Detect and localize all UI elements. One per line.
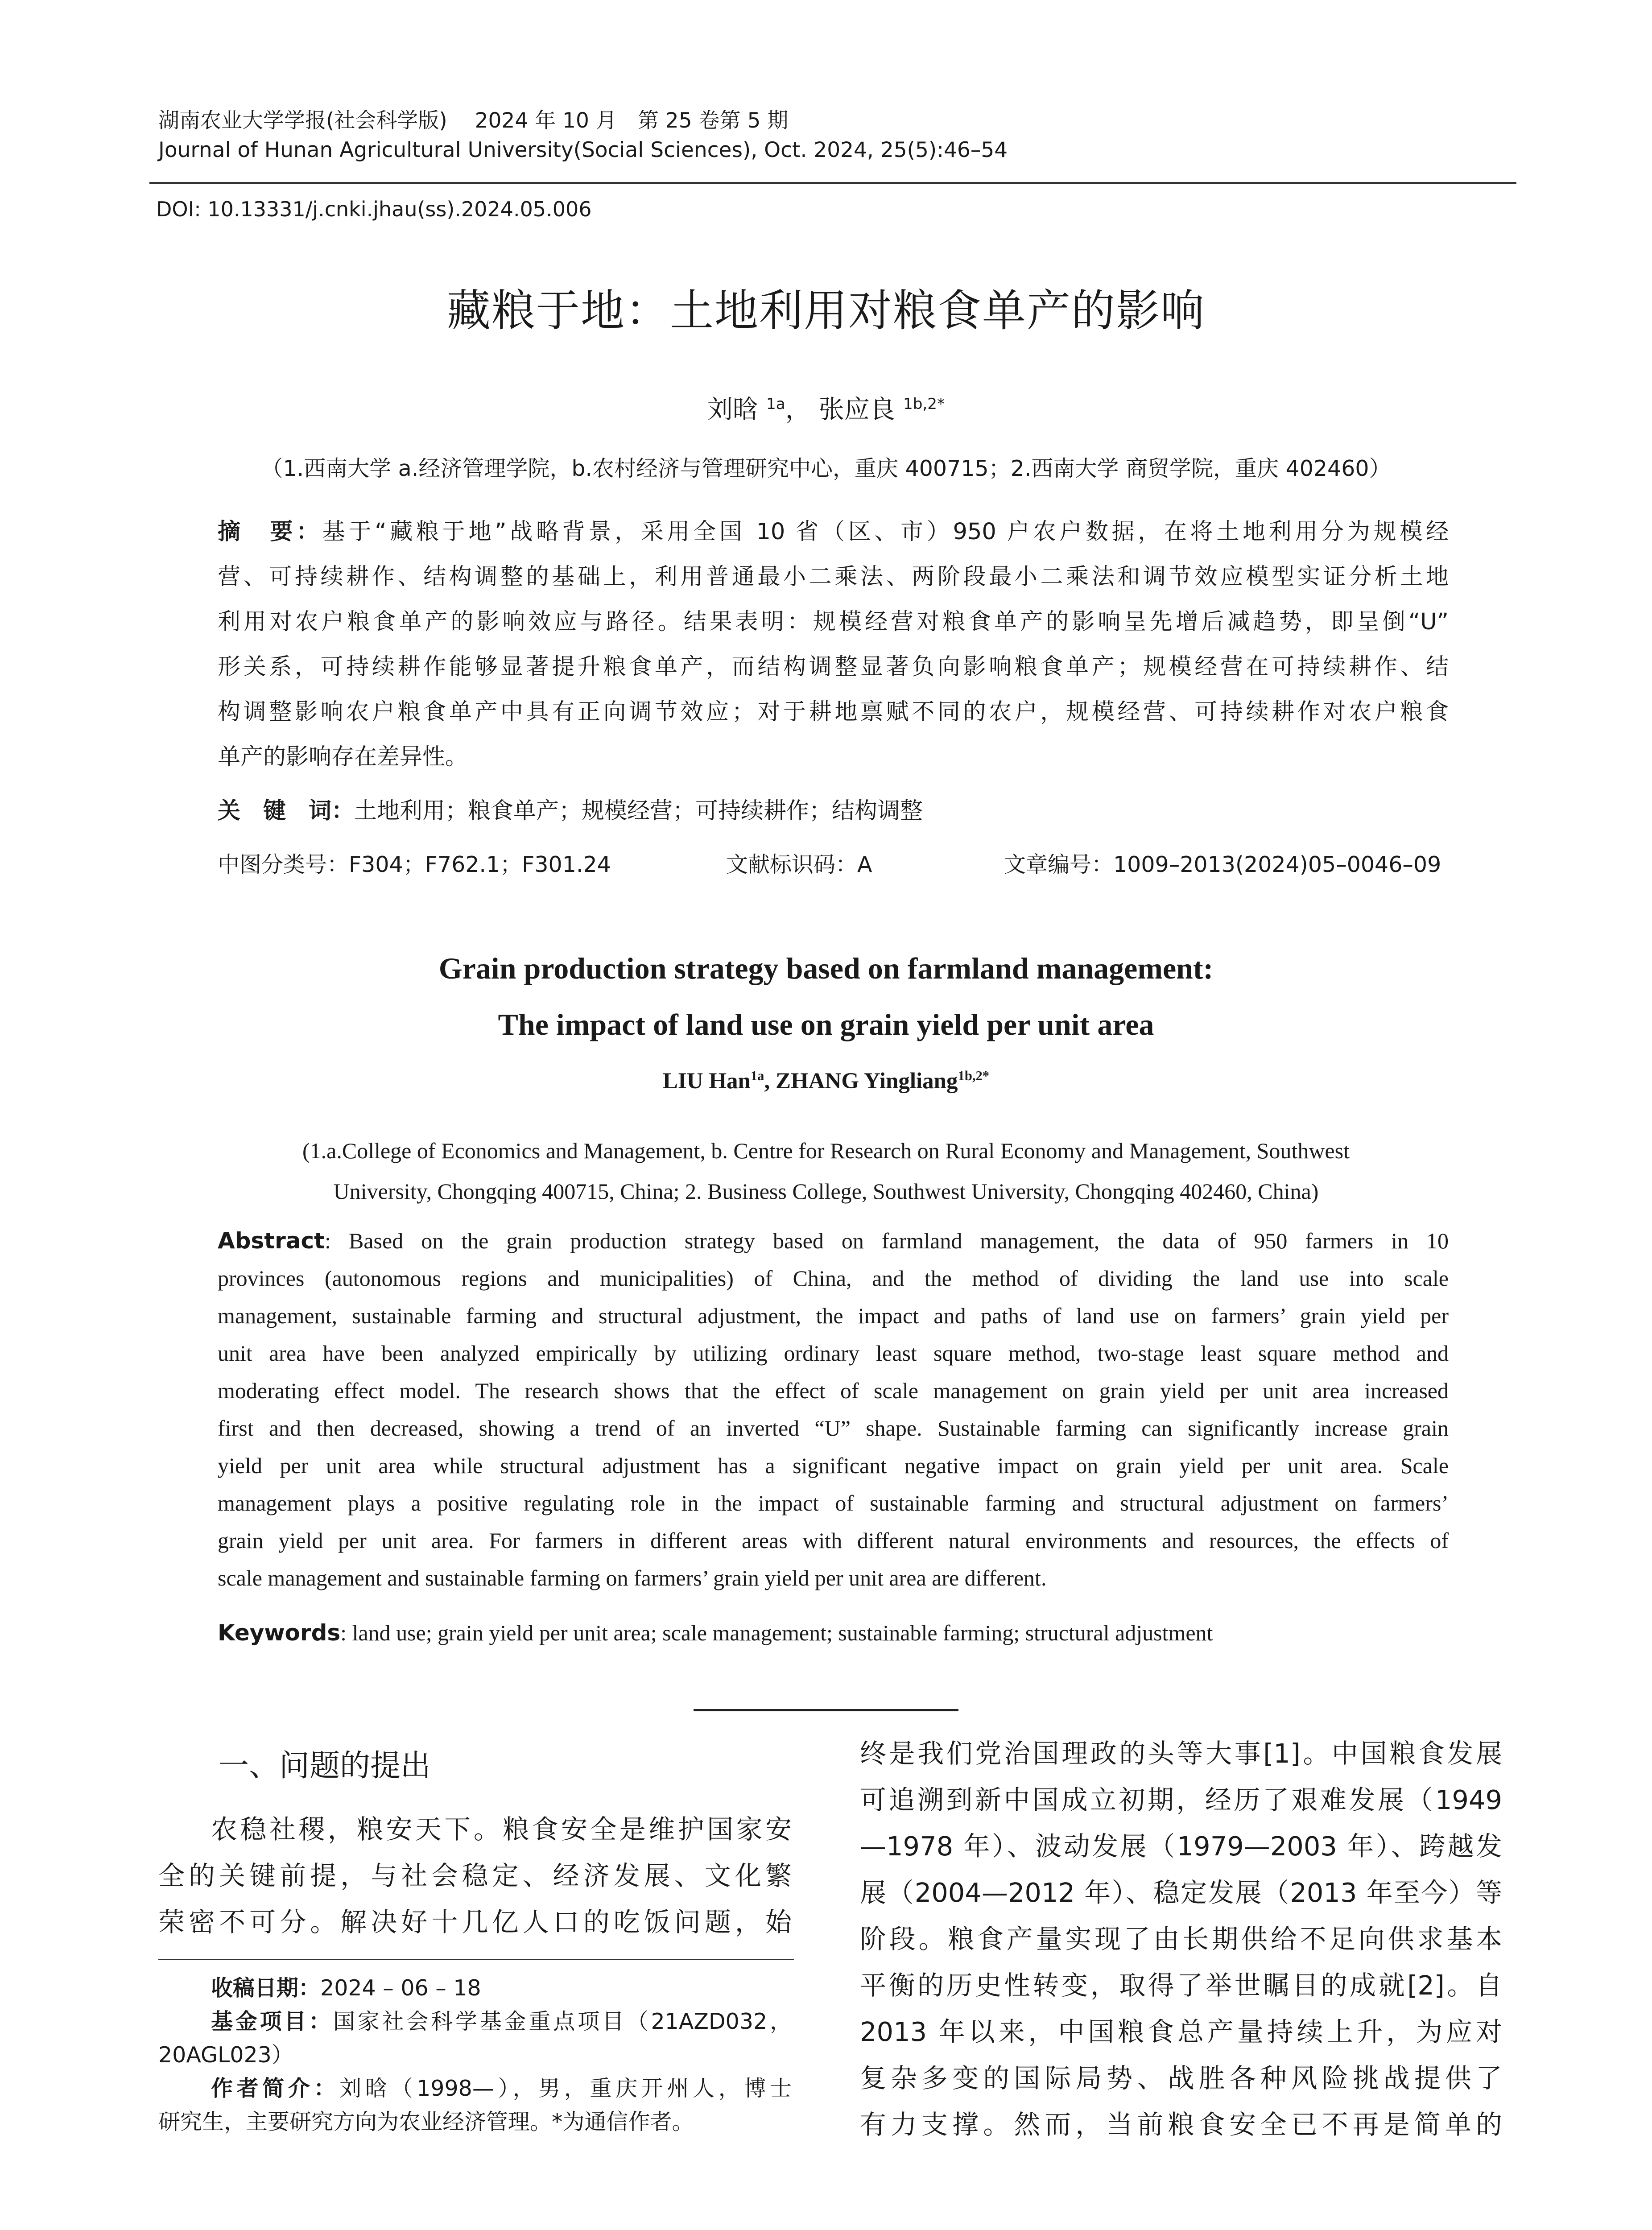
header-divider [149,182,1516,184]
article-number: 文章编号：1009–2013(2024)05–0046–09 [1004,852,1441,877]
abstract-line: first and then decreased, showing a trend of an inverted “U” shape. Sustainable farming can significantly increase grain [218,1416,1449,1441]
abstract-line: scale management and sustainable farming on farmers’ grain yield per unit area are different. [218,1565,1047,1590]
chinese-authors [0,389,1652,425]
journal-name-cn: 湖南农业大学学报(社会科学版) 2024 年 10 月 第 25 卷第 5 期 [158,108,789,133]
english-title [0,940,1652,1053]
body-line: —1978 年）、波动发展（1979—2003 年）、跨越发 [860,1831,1502,1862]
section-heading: 一、问题的提出 [219,1748,431,1784]
english-affiliation [0,1131,1652,1212]
english-title-line: The impact of land use on grain yield per unit area [498,1008,1154,1041]
body-line: 终是我们党治国理政的头等大事[1]。中国粮食发展 [860,1738,1502,1769]
abstract-line: moderating effect model. The research shows that the effect of scale management on grain yield per unit area increased [218,1378,1449,1403]
body-right-column [860,1730,1502,2148]
body-line: 全的关键前提，与社会稳定、经济发展、文化繁 [158,1860,792,1891]
author-separator: ， [785,395,811,424]
abstract-line: yield per unit area while structural adjustment has a significant negative impact on grain yield per unit area. Scale [218,1453,1449,1478]
body-line: 可追溯到新中国成立初期，经历了艰难发展（1949 [860,1784,1502,1815]
chinese-abstract [218,509,1449,780]
body-line: 平衡的历史性转变，取得了举世瞩目的成就[2]。自 [860,1970,1502,2001]
abstract-label: 摘 要： [218,519,322,545]
journal-header [158,106,1523,165]
abstract-line: management, sustainable farming and structural adjustment, the impact and paths of land use on farmers’ grain yield per [218,1303,1449,1328]
abstract-line: 单产的影响存在差异性。 [218,744,468,770]
body-line: 农稳社稷，粮安天下。粮食安全是维护国家安 [211,1814,792,1845]
keywords-text: : land use; grain yield per unit area; scale management; sustainable farming; structural adjustment [340,1620,1213,1645]
author-affiliation-mark: 1a [766,395,785,413]
footnote-divider [158,1959,794,1960]
author-affiliation-mark: 1a [750,1068,764,1083]
body-line: 荣密不可分。解决好十几亿人口的吃饭问题，始 [158,1907,792,1937]
affiliation-line: (1.a.College of Economics and Management, b. Centre for Research on Rural Economy and Management, Southwest [302,1138,1350,1163]
abstract-line: 利用对农户粮食单产的影响效应与路径。结果表明：规模经营对粮食单产的影响呈先增后减趋势，即呈倒“U” [218,609,1449,635]
english-keywords [218,1620,1449,1646]
abstract-line: unit area have been analyzed empirically by utilizing ordinary least square method, two-stage least square method and [218,1341,1449,1366]
body-line: 2013 年以来，中国粮食总产量持续上升，为应对 [860,2016,1502,2047]
clc-number: 中图分类号：F304；F762.1；F301.24 [218,852,611,877]
footnote-fund: 基金项目：国家社会科学基金重点项目（21AZD032， [211,2009,792,2034]
affiliation-line: University, Chongqing 400715, China; 2. Business College, Southwest University, Chongqing 402460, China) [333,1179,1319,1204]
english-abstract [218,1222,1449,1597]
chinese-title: 藏粮于地：土地利用对粮食单产的影响 [446,285,1205,336]
author-name: LIU Han [662,1069,751,1094]
abstract-line: Abstract: Based on the grain production strategy based on farmland management, the data of 950 farmers in 10 [218,1228,1449,1254]
english-title-line: Grain production strategy based on farmland management: [438,951,1214,985]
author-name: 张应良 [818,395,895,424]
abstract-line: grain yield per unit area. For farmers in different areas with different natural environments and resources, the effects of [218,1528,1449,1553]
author-name: ZHANG Yingliang [775,1069,958,1094]
abstract-line: 构调整影响农户粮食单产中具有正向调节效应；对于耕地禀赋不同的农户，规模经营、可持续耕作对农户粮食 [218,699,1449,725]
footnote-author: 作者简介：刘晗（1998—），男，重庆开州人，博士 [211,2076,792,2101]
english-authors [0,1068,1652,1094]
body-line: 阶段。粮食产量实现了由长期供给不足向供求基本 [860,1924,1502,1954]
footnote-fund-cont: 20AGL023） [158,2042,293,2068]
document-code: 文献标识码：A [726,852,872,877]
keywords-label: 关 键 词： [218,798,355,824]
author-affiliation-mark: 1b,2* [958,1068,990,1083]
keywords-label: Keywords [218,1620,341,1646]
abstract-line: 营、可持续耕作、结构调整的基础上，利用普通最小二乘法、两阶段最小二乘法和调节效应模型实证分析土地 [218,564,1449,590]
abstract-line: provinces (autonomous regions and municipalities) of China, and the method of dividing the land use into scale [218,1266,1449,1291]
abstract-line: management plays a positive regulating role in the impact of sustainable farming and structural adjustment on farmers’ [218,1491,1449,1516]
abstract-line: 形关系，可持续耕作能够显著提升粮食单产，而结构调整显著负向影响粮食单产；规模经营在可持续耕作、结 [218,654,1449,680]
abstract-line: 摘 要：基于“藏粮于地”战略背景，采用全国 10 省（区、市）950 户农户数据，在将土地利用分为规模经 [218,519,1449,545]
abstract-label: Abstract [218,1228,325,1254]
body-left-column [158,1806,792,1945]
footnote-author-cont: 研究生，主要研究方向为农业经济管理。*为通信作者。 [158,2109,694,2135]
author-affiliation-mark: 1b,2* [903,395,945,413]
body-line: 有力支撑。然而，当前粮食安全已不再是简单的 [860,2109,1502,2140]
author-separator: , [764,1069,776,1094]
footnote-received: 收稿日期：2024 – 06 – 18 [211,1975,481,2001]
body-line: 复杂多变的国际局势、战胜各种风险挑战提供了 [860,2063,1502,2094]
doi: DOI: 10.13331/j.cnki.jhau(ss).2024.05.006 [156,197,592,221]
chinese-keywords [218,789,1449,834]
chinese-affiliation: （1.西南大学 a.经济管理学院，b.农村经济与管理研究中心，重庆 400715；2.西南大学 商贸学院，重庆 402460） [261,456,1391,481]
section-divider [694,1709,958,1711]
journal-name-en: Journal of Hunan Agricultural University(Social Sciences), Oct. 2024, 25(5):46–54 [158,138,1008,162]
body-line: 展（2004—2012 年）、稳定发展（2013 年至今）等 [860,1877,1502,1908]
keywords-text: 土地利用；粮食单产；规模经营；可持续耕作；结构调整 [354,798,923,824]
author-name: 刘晗 [707,395,758,424]
footnotes [158,1971,792,2139]
